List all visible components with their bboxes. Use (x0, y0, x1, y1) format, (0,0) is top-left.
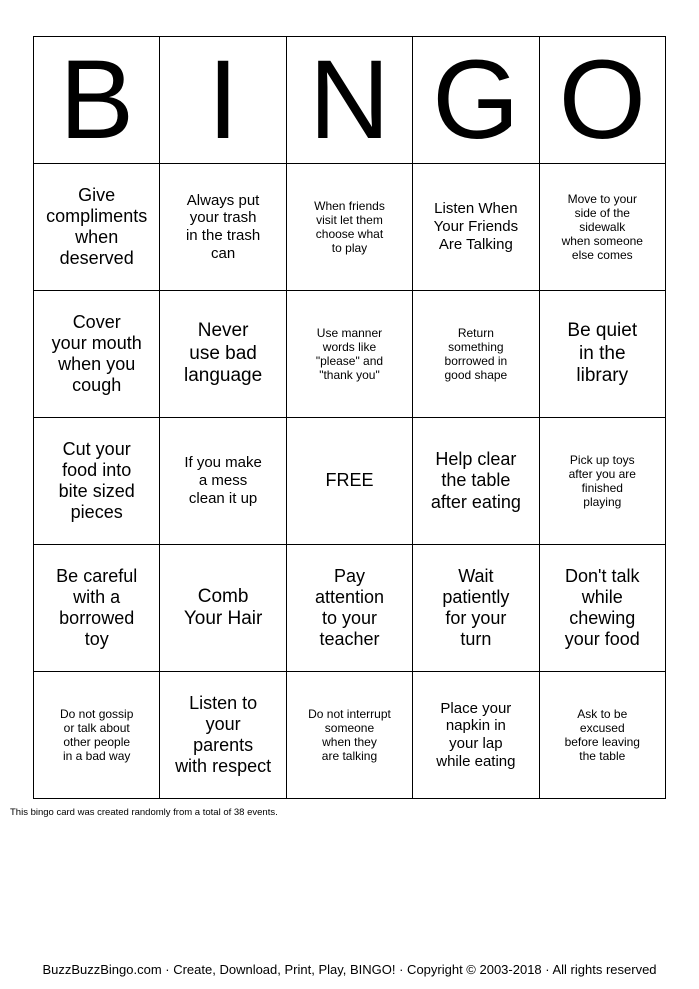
bingo-cell (286, 545, 412, 672)
header-letter: N (309, 37, 390, 162)
bingo-cell (413, 545, 539, 672)
cell-text: FREE (325, 470, 374, 491)
bingo-cell (34, 418, 160, 545)
bingo-cell (34, 291, 160, 418)
cell-text: Don't talk while chewing your food (564, 565, 640, 650)
cell-text: Be quiet in the library (567, 320, 638, 387)
bingo-cell (160, 291, 286, 418)
cell-text: Be careful with a borrowed toy (56, 565, 138, 650)
cell-text: Do not gossip or talk about other people in a bad way (60, 706, 134, 764)
cell-text: Cover your mouth when you cough (51, 311, 142, 396)
bingo-cell (539, 545, 665, 672)
cell-text: Listen to your parents with respect (175, 692, 272, 777)
cell-text: Use manner words like "please" and "thank you" (315, 325, 384, 383)
bingo-cell (160, 545, 286, 672)
cell-text: Place your napkin in your lap while eating (436, 699, 516, 770)
bingo-cell (413, 672, 539, 799)
bingo-cell (160, 418, 286, 545)
header-cell (539, 37, 665, 164)
bingo-cell (539, 672, 665, 799)
cell-text: Move to your side of the sidewalk when someone else comes (561, 191, 643, 263)
cell-text: Pick up toys after you are finished playing (568, 452, 636, 510)
bingo-cell (413, 418, 539, 545)
header-letter: O (558, 37, 646, 162)
card-row (34, 672, 666, 799)
bingo-cell (539, 164, 665, 291)
cell-text: Wait patiently for your turn (442, 565, 510, 650)
cell-text: Help clear the table after eating (430, 449, 521, 512)
page-footer: BuzzBuzzBingo.com · Create, Download, Print, Play, BINGO! · Copyright © 2003-2018 · All rights reserved (42, 962, 657, 977)
bingo-cell (160, 164, 286, 291)
cell-text: Ask to be excused before leaving the table (564, 706, 640, 764)
bingo-cell (34, 672, 160, 799)
cell-text: Comb Your Hair (183, 585, 263, 629)
bingo-cell (286, 291, 412, 418)
bingo-cell (286, 164, 412, 291)
cell-text: Do not interrupt someone when they are talking (308, 706, 391, 764)
cell-text: Always put your trash in the trash can (185, 191, 261, 262)
bingo-cell (539, 291, 665, 418)
bingo-cell (539, 418, 665, 545)
free-space (286, 418, 412, 545)
card-row (34, 164, 666, 291)
card-row (34, 291, 666, 418)
header-cell (160, 37, 286, 164)
header-letter: B (59, 37, 135, 162)
bingo-cell (160, 672, 286, 799)
bingo-cell (34, 164, 160, 291)
cell-text: When friends visit let them choose what to play (314, 198, 385, 256)
header-letter: G (432, 37, 520, 162)
bingo-cell (413, 164, 539, 291)
header-cell (34, 37, 160, 164)
bingo-card (33, 36, 666, 799)
header-row (34, 37, 666, 164)
card-row (34, 418, 666, 545)
card-note: This bingo card was created randomly from a total of 38 events. (10, 807, 278, 818)
bingo-cell (286, 672, 412, 799)
header-letter: I (207, 37, 239, 162)
cell-text: Never use bad language (183, 320, 263, 387)
cell-text: If you make a mess clean it up (184, 454, 262, 507)
cell-text: Pay attention to your teacher (314, 565, 384, 650)
card-row (34, 545, 666, 672)
cell-text: Cut your food into bite sized pieces (58, 438, 135, 523)
cell-text: Return something borrowed in good shape (444, 325, 508, 383)
header-cell (413, 37, 539, 164)
cell-text: Give compliments when deserved (46, 184, 148, 269)
cell-text: Listen When Your Friends Are Talking (433, 200, 519, 253)
bingo-cell (34, 545, 160, 672)
bingo-cell (413, 291, 539, 418)
header-cell (286, 37, 412, 164)
